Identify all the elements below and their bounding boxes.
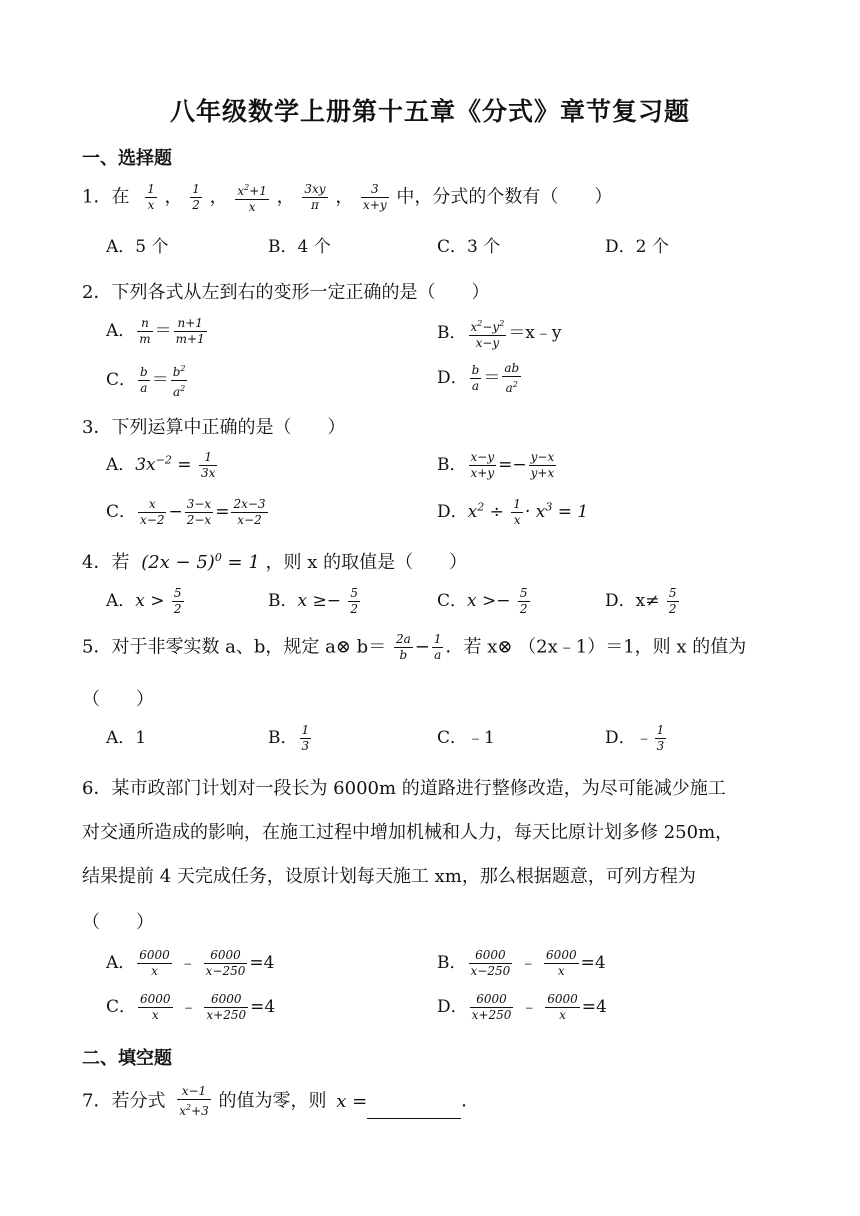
q6-option-a: A． $\frac{6000}{x}$ ﹣ $\frac{6000}{x-250}$ =4 [106,948,275,978]
page-title: 八年级数学上册第十五章《分式》章节复习题 [169,97,690,126]
q2-option-c: C． $\frac{b}{a}$ ＝ $\frac{b^2}{a^2}$ [106,361,189,400]
q2-option-d: D． $\frac{b}{a}$ ＝ $\frac{ab}{a^2}$ [437,361,520,395]
q6-line-3: 结果提前 4 天完成任务，设原计划每天施工 xm，那么根据题意，可列方程为 [82,866,696,887]
q5-suffix: ．若 x⊗ （2x﹣1）＝1，则 x 的值为 [445,636,747,658]
q7-answer-blank[interactable] [367,1100,461,1119]
q5-option-d-label: D．﹣ [605,728,653,748]
q1-option-b: B．4 个 [268,237,331,257]
q5-option-b-label: B． [268,728,298,748]
question-4: 4．若 $(2x - 5)^0 = 1$ ，则 x 的取值是（ ） [82,551,468,573]
q2-option-b-tail: ＝x﹣y [508,323,562,343]
q5-option-c: C．﹣1 [437,728,495,748]
q4-suffix: ，则 x 的取值是（ ） [265,552,468,573]
q6-option-b: B． $\frac{6000}{x-250}$ ﹣ $\frac{6000}{x}$ =4 [437,948,606,978]
q5-option-b: B． $\frac{1}{3}$ [268,723,310,753]
q1-option-c: C．3 个 [437,237,501,257]
question-5: 5．对于非零实数 a、b，规定 a⊗ b＝ $\frac{2a}{b}$ − $\frac{1}{a}$ ．若 x⊗ （2x﹣1）＝1，则 x 的值为 [82,632,747,662]
q4-option-a: A．x > $\frac{5}{2}$ [106,586,182,616]
q2-option-a: A． $\frac{n}{m}$ ＝ $\frac{n+1}{m+1}$ [106,316,205,346]
q6-option-b-tail: =4 [580,953,606,973]
q2-option-b: B． $\frac{x^2-y^2}{x-y}$ ＝x﹣y [437,316,562,351]
q6-option-d: D． $\frac{6000}{x+250}$ ﹣ $\frac{6000}{x}$ =4 [437,992,607,1022]
question-7: 7．若分式 $\frac{x-1}{x^2+3}$ 的值为零，则 x = ． [82,1084,480,1118]
q4-option-d: D．x≠ $\frac{5}{2}$ [605,586,677,616]
q3-option-d: D．$x^2$ ÷ $\frac{1}{x}$ · $x^3 = 1$ [437,497,589,527]
q5-option-d: D．﹣ $\frac{1}{3}$ [605,723,665,753]
q4-option-c: C．x >− $\frac{5}{2}$ [437,586,528,616]
q3-option-a: A．$3x^{-2}$ = $\frac{1}{3x}$ [106,450,216,480]
q6-option-a-tail: =4 [249,953,275,973]
question-3: 3．下列运算中正确的是（ ） [82,417,346,438]
q1-prefix: 1．在 [82,186,130,208]
q7-suffix: 的值为零，则 [218,1090,327,1112]
q4-option-b: B．x ≥− $\frac{5}{2}$ [268,586,359,616]
section-fill-heading: 二、填空题 [82,1048,172,1069]
q6-paren: （ ） [82,912,154,933]
q4-prefix: 4．若 [82,552,130,573]
q5-prefix: 5．对于非零实数 a、b，规定 a⊗ b＝ [82,636,387,658]
q6-option-c-tail: =4 [250,997,276,1017]
q6-option-d-tail: =4 [581,997,607,1017]
q6-option-c: C． $\frac{6000}{x}$ ﹣ $\frac{6000}{x+250}$ =4 [106,992,276,1022]
q6-line-1: 6．某市政部门计划对一段长为 6000m 的道路进行整修改造，为尽可能减少施工 [82,778,726,799]
section-choice-heading: 一、选择题 [82,148,172,169]
q7-end: ． [461,1090,480,1112]
q6-line-2: 对交通所造成的影响，在施工过程中增加机械和人力，每天比原计划多修 250m， [82,822,734,843]
question-1: 1．在 $\frac{1}{x}$ ， $\frac{1}{2}$ ， $\frac{x^2+1}{x}$ ， $\frac{3xy}{\pi}$ ， $\frac{3}{x+y}$ 中，分式的个数有（ ） [82,182,613,214]
q5-option-a: A．1 [106,728,147,748]
q1-suffix: 中，分式的个数有（ ） [396,186,613,208]
q3-option-c: C． $\frac{x}{x-2}$ − $\frac{3-x}{2-x}$ = $\frac{2x-3}{x-2}$ [106,497,266,527]
q1-option-a: A．5 个 [106,237,169,257]
q3-option-b: B． $\frac{x-y}{x+y}$ =− $\frac{y-x}{y+x}$ [437,450,555,480]
question-2: 2．下列各式从左到右的变形一定正确的是（ ） [82,282,490,303]
q7-prefix: 7．若分式 [82,1090,166,1112]
q5-paren: （ ） [82,689,154,710]
q1-option-d: D．2 个 [605,237,669,257]
